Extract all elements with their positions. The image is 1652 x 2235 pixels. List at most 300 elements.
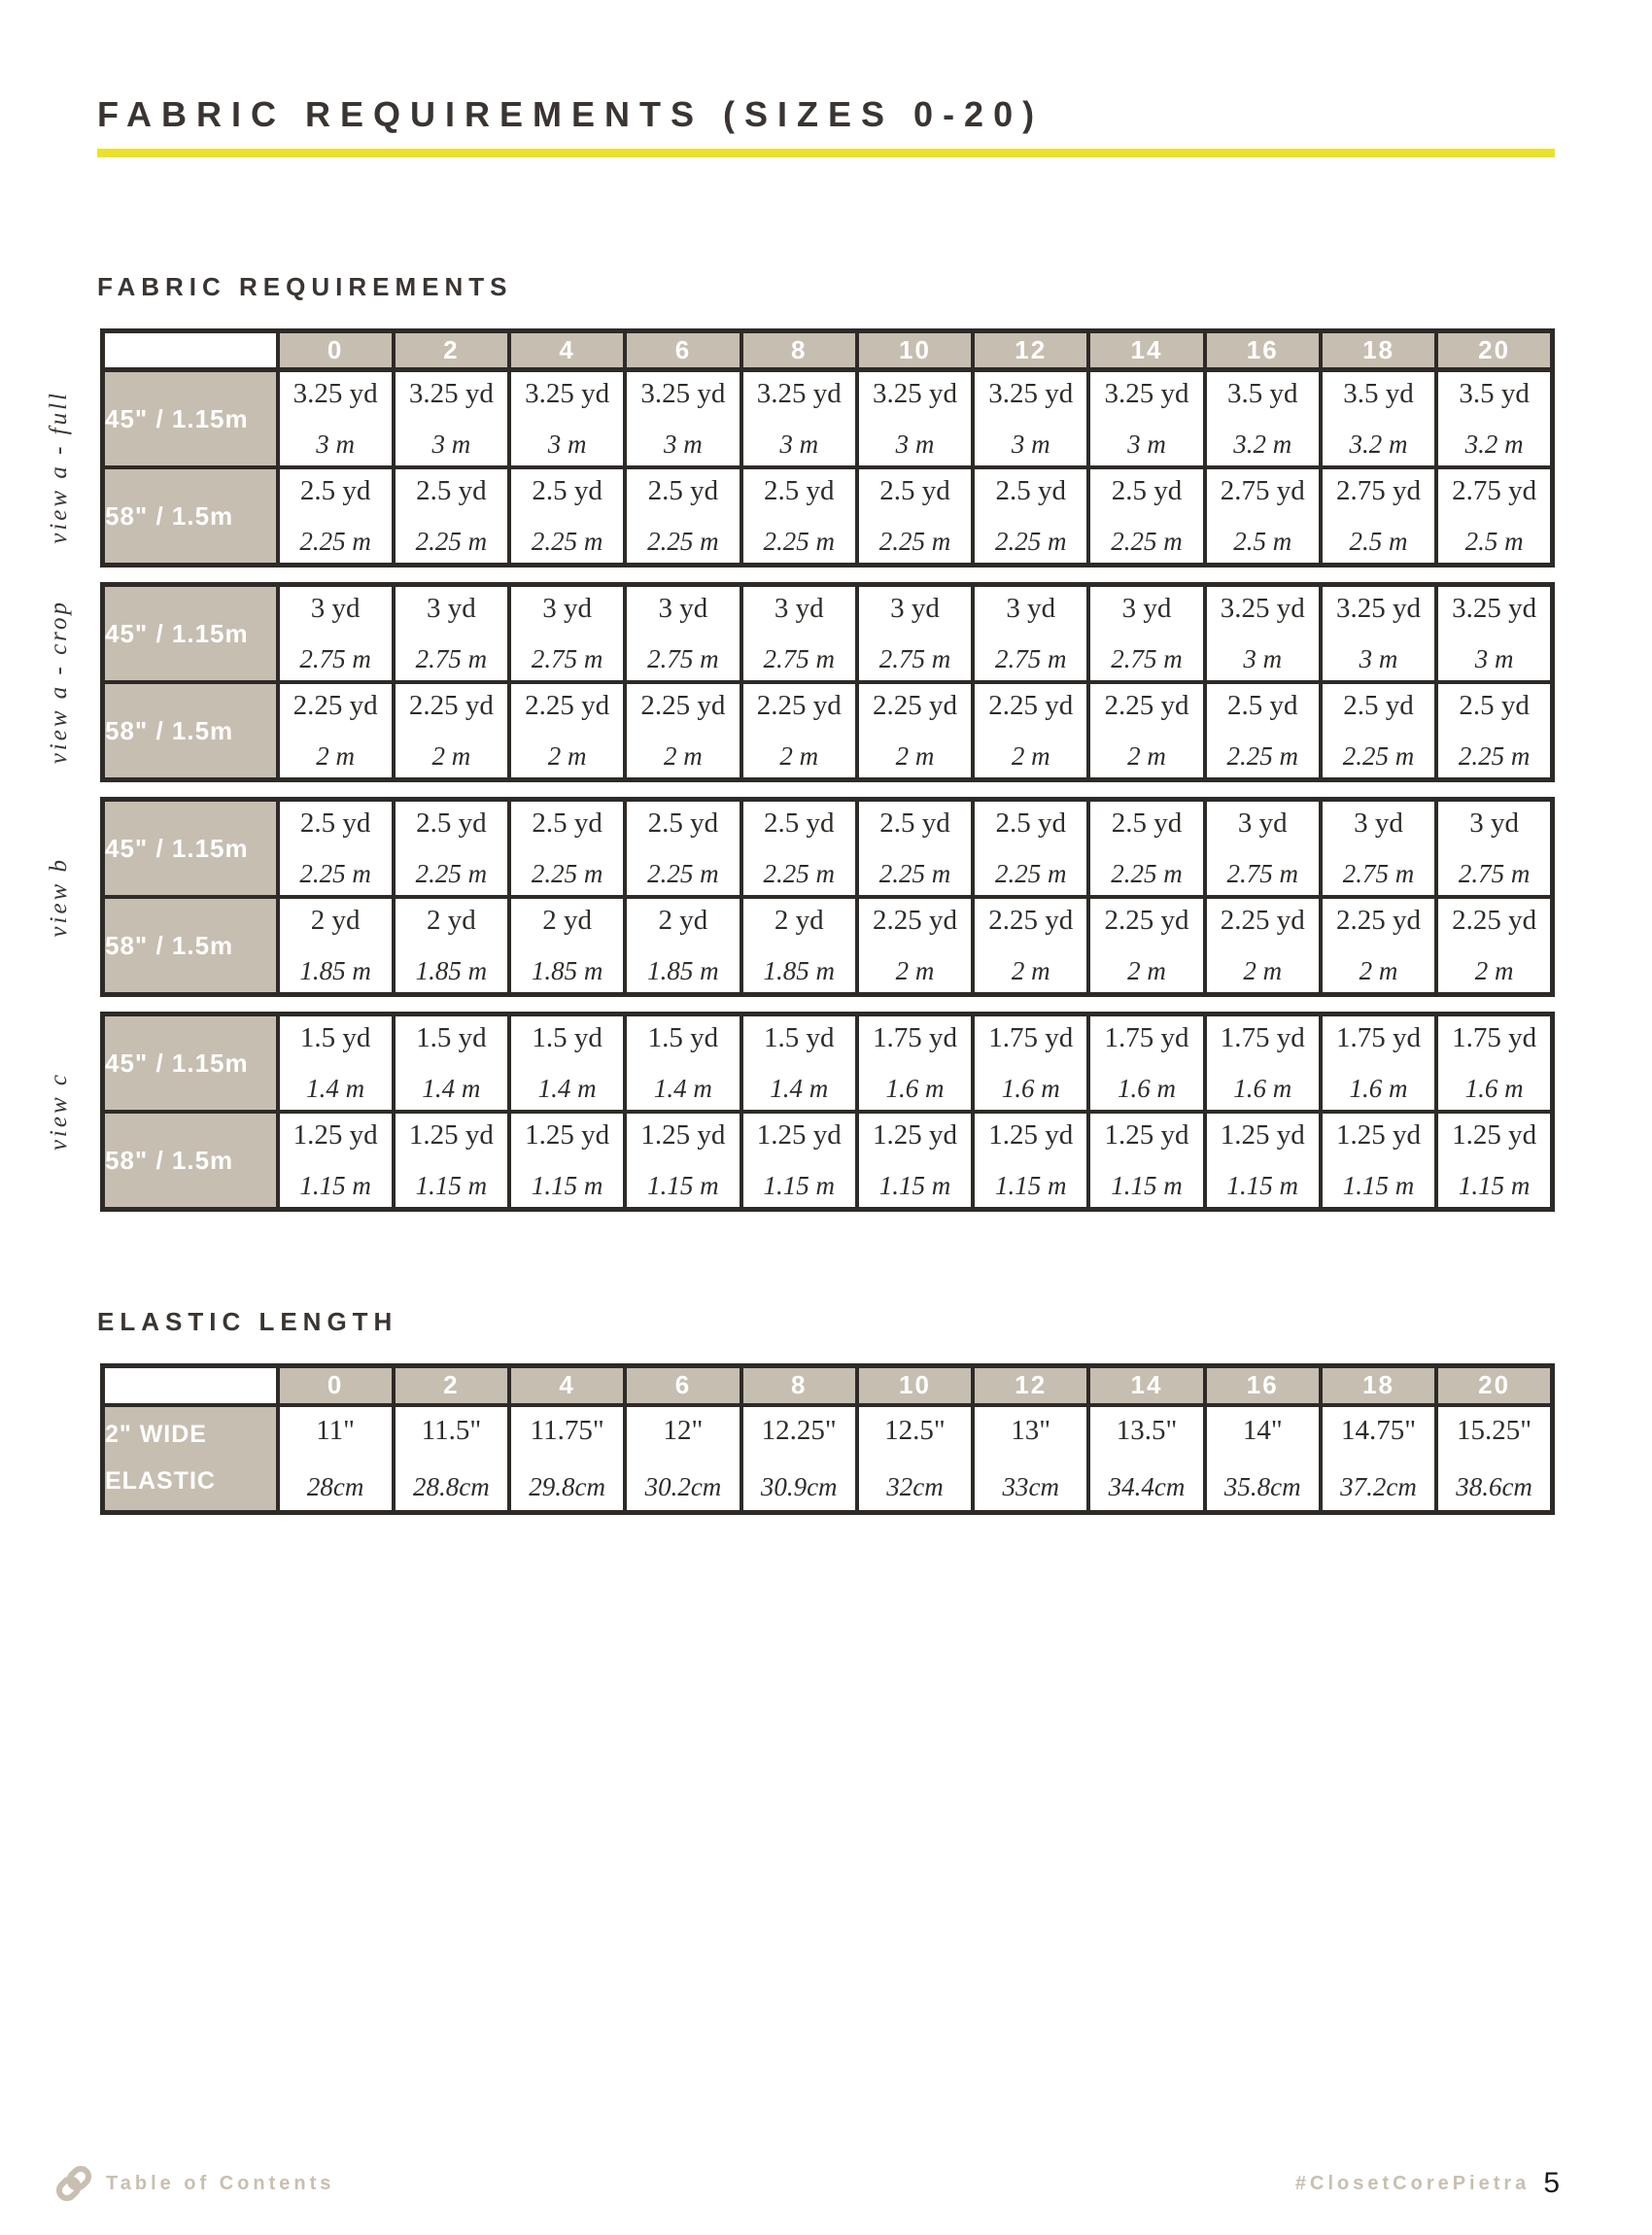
value-stack xyxy=(859,587,971,680)
fabric-section-label: view a - full xyxy=(46,391,72,544)
size-header-cell-8: 8 xyxy=(741,331,857,370)
imperial-value: 3.25 yd xyxy=(1336,593,1422,624)
metric-value: 1.85 m xyxy=(299,956,371,985)
value-stack xyxy=(1207,372,1319,465)
metric-value: 3.2 m xyxy=(1349,430,1408,459)
elastic-row-label xyxy=(103,1405,278,1513)
value-stack xyxy=(396,372,507,465)
metric-value: 2.75 m xyxy=(878,644,951,673)
value-stack xyxy=(1090,469,1202,563)
size-header-cell-6: 6 xyxy=(625,1366,740,1405)
imperial-value: 15.25" xyxy=(1457,1414,1532,1446)
value-stack xyxy=(1090,684,1202,777)
imperial-value: 3.5 yd xyxy=(1343,378,1414,409)
value-cell xyxy=(625,467,740,566)
imperial-value: 1.25 yd xyxy=(293,1119,378,1151)
imperial-value: 2.25 yd xyxy=(1104,905,1189,936)
imperial-value: 1.25 yd xyxy=(1220,1119,1305,1151)
value-cell xyxy=(1436,800,1552,898)
value-cell xyxy=(741,1112,857,1210)
fabric-sections xyxy=(46,367,1555,1212)
size-header-cell-6: 6 xyxy=(625,331,740,370)
value-stack xyxy=(1438,684,1550,777)
metric-value: 1.85 m xyxy=(531,956,603,985)
metric-value: 2 m xyxy=(1127,741,1166,771)
imperial-value: 1.5 yd xyxy=(532,1022,602,1053)
value-stack xyxy=(627,1407,739,1510)
toc-link[interactable] xyxy=(53,2163,334,2204)
value-cell xyxy=(509,1112,625,1210)
metric-value: 1.15 m xyxy=(1111,1171,1183,1200)
metric-value: 28cm xyxy=(306,1471,364,1501)
size-header-row xyxy=(103,1366,1553,1405)
metric-value: 3 m xyxy=(1243,644,1283,673)
metric-value: 2.25 m xyxy=(299,527,371,556)
value-cell xyxy=(1321,370,1436,468)
metric-value: 35.8cm xyxy=(1223,1471,1301,1501)
value-cell xyxy=(1436,682,1552,780)
fabric-section-label-wrap xyxy=(38,582,81,782)
imperial-value: 2.5 yd xyxy=(1343,690,1414,721)
value-cell xyxy=(278,800,394,898)
metric-value: 1.15 m xyxy=(1226,1171,1298,1200)
fabric-section-label: view b xyxy=(46,856,72,938)
value-stack xyxy=(1207,684,1319,777)
metric-value: 2.75 m xyxy=(1342,859,1415,888)
metric-value: 2.25 m xyxy=(647,527,719,556)
value-cell xyxy=(625,1014,740,1113)
size-header-cell-8: 8 xyxy=(741,1366,857,1405)
value-cell xyxy=(509,897,625,995)
value-cell xyxy=(741,682,857,780)
size-header-cell-12: 12 xyxy=(973,1366,1088,1405)
value-cell xyxy=(625,370,740,468)
metric-value: 2.25 m xyxy=(763,527,835,556)
imperial-value: 3.25 yd xyxy=(756,378,842,409)
imperial-value: 2.25 yd xyxy=(1104,690,1189,721)
fabric-section-label-wrap xyxy=(38,1012,81,1212)
imperial-value: 11" xyxy=(316,1414,356,1446)
table-corner-cell xyxy=(103,331,278,370)
value-cell xyxy=(509,1014,625,1113)
value-stack xyxy=(1438,469,1550,563)
imperial-value: 2.5 yd xyxy=(1111,475,1183,506)
value-stack xyxy=(1090,372,1202,465)
value-stack xyxy=(1323,802,1434,895)
fabric-section-table xyxy=(100,367,1555,567)
value-cell xyxy=(741,1014,857,1113)
imperial-value: 2.25 yd xyxy=(1452,905,1537,936)
value-cell xyxy=(1205,1405,1321,1513)
fabric-section-4 xyxy=(46,1012,1555,1212)
value-cell xyxy=(1088,800,1204,898)
imperial-value: 11.5" xyxy=(421,1414,482,1446)
elastic-length-table xyxy=(100,1363,1555,1515)
value-cell xyxy=(278,1014,394,1113)
value-cell xyxy=(1436,897,1552,995)
value-stack xyxy=(1090,1407,1202,1510)
metric-value: 2.25 m xyxy=(994,859,1067,888)
metric-value: 1.4 m xyxy=(422,1074,481,1103)
imperial-value: 2.5 yd xyxy=(763,475,835,506)
imperial-value: 2 yd xyxy=(774,905,824,936)
metric-value: 30.9cm xyxy=(760,1471,838,1501)
metric-value: 3 m xyxy=(1011,430,1050,459)
size-header-cell-14: 14 xyxy=(1088,331,1204,370)
size-header-cell-0: 0 xyxy=(278,331,394,370)
hashtag-label: #ClosetCorePietra xyxy=(1294,2172,1531,2194)
value-cell xyxy=(1321,1112,1436,1210)
elastic-row-label-line1: 2" WIDE xyxy=(105,1421,207,1448)
metric-value: 2 m xyxy=(1127,956,1166,985)
imperial-value: 2 yd xyxy=(658,905,708,936)
imperial-value: 2.25 yd xyxy=(525,690,610,721)
value-cell xyxy=(973,1014,1088,1113)
size-header-row xyxy=(103,331,1553,370)
value-stack xyxy=(396,684,507,777)
value-stack xyxy=(627,899,739,992)
metric-value: 1.4 m xyxy=(537,1074,597,1103)
imperial-value: 13" xyxy=(1011,1414,1051,1446)
imperial-value: 3 yd xyxy=(1006,593,1056,624)
value-stack xyxy=(975,802,1086,895)
value-cell xyxy=(625,897,740,995)
value-cell xyxy=(625,800,740,898)
metric-value: 2.25 m xyxy=(531,527,603,556)
metric-value: 2.5 m xyxy=(1349,527,1408,556)
fabric-row-label: 45" / 1.15m xyxy=(103,585,278,683)
size-header-cell-10: 10 xyxy=(857,1366,973,1405)
metric-value: 2 m xyxy=(1011,956,1050,985)
imperial-value: 2.5 yd xyxy=(879,808,950,839)
fabric-row xyxy=(103,370,1553,468)
imperial-value: 1.25 yd xyxy=(408,1119,494,1151)
imperial-value: 1.5 yd xyxy=(299,1022,371,1053)
metric-value: 1.6 m xyxy=(885,1074,945,1103)
imperial-value: 3.5 yd xyxy=(1227,378,1298,409)
imperial-value: 1.25 yd xyxy=(872,1119,957,1151)
value-stack xyxy=(743,802,855,895)
value-cell xyxy=(1205,467,1321,566)
value-cell xyxy=(857,1112,973,1210)
size-header-cell-2: 2 xyxy=(394,331,509,370)
imperial-value: 2 yd xyxy=(542,905,593,936)
value-cell xyxy=(625,1112,740,1210)
imperial-value: 2.75 yd xyxy=(1220,475,1305,506)
value-cell xyxy=(857,585,973,683)
value-stack xyxy=(280,587,392,680)
imperial-value: 3.25 yd xyxy=(640,378,726,409)
size-header-cell-20: 20 xyxy=(1436,331,1552,370)
page-title: FABRIC REQUIREMENTS (SIZES 0-20) xyxy=(97,94,1045,134)
imperial-value: 2.25 yd xyxy=(988,905,1074,936)
fabric-section-3 xyxy=(46,797,1555,997)
metric-value: 2 m xyxy=(664,741,703,771)
imperial-value: 3 yd xyxy=(427,593,476,624)
value-cell xyxy=(394,585,509,683)
metric-value: 1.85 m xyxy=(763,956,835,985)
metric-value: 37.2cm xyxy=(1340,1471,1417,1501)
value-cell xyxy=(1321,467,1436,566)
value-cell xyxy=(857,370,973,468)
imperial-value: 2.5 yd xyxy=(647,475,719,506)
metric-value: 2.75 m xyxy=(1226,859,1298,888)
imperial-value: 1.25 yd xyxy=(640,1119,726,1151)
value-cell xyxy=(509,585,625,683)
metric-value: 30.2cm xyxy=(644,1471,722,1501)
value-cell xyxy=(857,897,973,995)
imperial-value: 2.25 yd xyxy=(756,690,842,721)
size-header-cell-2: 2 xyxy=(394,1366,509,1405)
imperial-value: 2.25 yd xyxy=(293,690,378,721)
value-stack xyxy=(1438,587,1550,680)
value-cell xyxy=(625,1405,740,1513)
metric-value: 2.75 m xyxy=(415,644,488,673)
value-stack xyxy=(396,1407,507,1510)
value-cell xyxy=(278,1405,394,1513)
imperial-value: 2.25 yd xyxy=(1220,905,1305,936)
value-stack xyxy=(1207,587,1319,680)
metric-value: 1.15 m xyxy=(531,1171,603,1200)
size-header-cell-18: 18 xyxy=(1321,1366,1436,1405)
metric-value: 2.25 m xyxy=(994,527,1067,556)
value-cell xyxy=(973,1112,1088,1210)
value-cell xyxy=(278,467,394,566)
value-stack xyxy=(396,587,507,680)
metric-value: 2 m xyxy=(1474,956,1514,985)
size-header-cell-14: 14 xyxy=(1088,1366,1204,1405)
value-cell xyxy=(973,1405,1088,1513)
value-stack xyxy=(743,899,855,992)
fabric-size-header-table xyxy=(100,328,1555,372)
fabric-row-label: 58" / 1.5m xyxy=(103,467,278,566)
value-cell xyxy=(973,800,1088,898)
metric-value: 3 m xyxy=(895,430,935,459)
imperial-value: 12" xyxy=(663,1414,704,1446)
metric-value: 3 m xyxy=(664,430,703,459)
value-cell xyxy=(1205,897,1321,995)
value-stack xyxy=(1323,469,1434,563)
value-stack xyxy=(1323,372,1434,465)
metric-value: 1.6 m xyxy=(1001,1074,1060,1103)
metric-value: 2.75 m xyxy=(1111,644,1183,673)
imperial-value: 12.5" xyxy=(884,1414,946,1446)
imperial-value: 1.75 yd xyxy=(1104,1022,1189,1053)
value-cell xyxy=(1321,1405,1436,1513)
metric-value: 1.4 m xyxy=(770,1074,829,1103)
value-cell xyxy=(509,1405,625,1513)
value-stack xyxy=(859,802,971,895)
imperial-value: 2.5 yd xyxy=(763,808,835,839)
value-cell xyxy=(278,897,394,995)
value-stack xyxy=(280,372,392,465)
value-stack xyxy=(1438,899,1550,992)
value-stack xyxy=(1438,802,1550,895)
metric-value: 2.25 m xyxy=(647,859,719,888)
value-stack xyxy=(743,587,855,680)
value-cell xyxy=(857,467,973,566)
imperial-value: 2.75 yd xyxy=(1336,475,1422,506)
value-stack xyxy=(511,1016,623,1110)
imperial-value: 2.5 yd xyxy=(532,475,602,506)
value-stack xyxy=(396,469,507,563)
value-cell xyxy=(1321,800,1436,898)
value-stack xyxy=(1323,1114,1434,1207)
value-stack xyxy=(975,1016,1086,1110)
value-cell xyxy=(1321,585,1436,683)
value-cell xyxy=(509,682,625,780)
fabric-row-label: 58" / 1.5m xyxy=(103,1112,278,1210)
value-stack xyxy=(975,1114,1086,1207)
size-header-cell-0: 0 xyxy=(278,1366,394,1405)
imperial-value: 3 yd xyxy=(1237,808,1288,839)
metric-value: 2.75 m xyxy=(299,644,371,673)
fabric-row xyxy=(103,467,1553,566)
metric-value: 2.75 m xyxy=(994,644,1067,673)
value-cell xyxy=(857,800,973,898)
metric-value: 2 m xyxy=(316,741,355,771)
imperial-value: 13.5" xyxy=(1116,1414,1178,1446)
value-stack xyxy=(743,1114,855,1207)
metric-value: 2 m xyxy=(779,741,819,771)
fabric-row-label: 45" / 1.15m xyxy=(103,800,278,898)
value-stack xyxy=(627,1016,739,1110)
value-stack xyxy=(511,684,623,777)
value-stack xyxy=(975,1407,1086,1510)
value-cell xyxy=(1436,1112,1552,1210)
imperial-value: 2 yd xyxy=(310,905,361,936)
value-cell xyxy=(394,1014,509,1113)
metric-value: 1.6 m xyxy=(1117,1074,1176,1103)
imperial-value: 1.75 yd xyxy=(1452,1022,1537,1053)
value-cell xyxy=(1205,800,1321,898)
size-header-cell-10: 10 xyxy=(857,331,973,370)
metric-value: 2.75 m xyxy=(647,644,719,673)
value-stack xyxy=(1090,802,1202,895)
value-stack xyxy=(1323,1407,1434,1510)
metric-value: 29.8cm xyxy=(529,1471,606,1501)
fabric-row-label: 58" / 1.5m xyxy=(103,897,278,995)
fabric-row xyxy=(103,1112,1553,1210)
value-stack xyxy=(280,1407,392,1510)
value-cell xyxy=(973,585,1088,683)
value-cell xyxy=(1205,1112,1321,1210)
value-cell xyxy=(1205,370,1321,468)
metric-value: 1.15 m xyxy=(299,1171,371,1200)
imperial-value: 3.25 yd xyxy=(293,378,378,409)
metric-value: 3 m xyxy=(547,430,587,459)
metric-value: 3 m xyxy=(779,430,819,459)
imperial-value: 3.5 yd xyxy=(1459,378,1530,409)
imperial-value: 3.25 yd xyxy=(1104,378,1189,409)
value-cell xyxy=(1436,585,1552,683)
value-stack xyxy=(627,1114,739,1207)
metric-value: 3.2 m xyxy=(1233,430,1292,459)
imperial-value: 3.25 yd xyxy=(525,378,610,409)
value-stack xyxy=(280,1016,392,1110)
value-cell xyxy=(741,897,857,995)
metric-value: 2.25 m xyxy=(878,527,951,556)
fabric-row-label: 45" / 1.15m xyxy=(103,1014,278,1113)
fabric-section-label-wrap xyxy=(38,367,81,567)
value-cell xyxy=(394,897,509,995)
imperial-value: 1.75 yd xyxy=(1336,1022,1422,1053)
value-stack xyxy=(1090,899,1202,992)
value-cell xyxy=(1436,1405,1552,1513)
value-cell xyxy=(394,1405,509,1513)
fabric-row xyxy=(103,682,1553,780)
metric-value: 33cm xyxy=(1002,1471,1059,1501)
value-stack xyxy=(859,899,971,992)
value-stack xyxy=(975,899,1086,992)
metric-value: 2.25 m xyxy=(299,859,371,888)
value-cell xyxy=(1088,1014,1204,1113)
value-cell xyxy=(741,370,857,468)
fabric-requirements-heading: FABRIC REQUIREMENTS xyxy=(97,272,513,301)
fabric-section-table xyxy=(100,582,1555,782)
metric-value: 1.85 m xyxy=(415,956,488,985)
page-footer xyxy=(53,2163,1560,2204)
imperial-value: 2.5 yd xyxy=(416,808,487,839)
metric-value: 1.15 m xyxy=(994,1171,1067,1200)
value-stack xyxy=(1438,372,1550,465)
value-cell xyxy=(1321,682,1436,780)
fabric-section-label: view a - crop xyxy=(46,600,72,765)
footer-right xyxy=(1295,2167,1560,2200)
metric-value: 1.4 m xyxy=(306,1074,365,1103)
metric-value: 2 m xyxy=(1243,956,1283,985)
value-cell xyxy=(1436,370,1552,468)
value-cell xyxy=(509,800,625,898)
imperial-value: 2.25 yd xyxy=(872,690,957,721)
imperial-value: 3 yd xyxy=(774,593,824,624)
metric-value: 2.25 m xyxy=(1111,527,1183,556)
value-cell xyxy=(394,467,509,566)
value-stack xyxy=(1207,1016,1319,1110)
value-stack xyxy=(1323,684,1434,777)
size-header-cell-4: 4 xyxy=(509,331,625,370)
table-corner-cell xyxy=(103,1366,278,1405)
elastic-size-table xyxy=(100,1363,1555,1515)
value-stack xyxy=(511,469,623,563)
value-cell xyxy=(1088,1405,1204,1513)
metric-value: 2.25 m xyxy=(1342,741,1415,771)
metric-value: 3.2 m xyxy=(1464,430,1524,459)
value-stack xyxy=(743,469,855,563)
value-stack xyxy=(743,1016,855,1110)
metric-value: 3 m xyxy=(316,430,355,459)
imperial-value: 1.75 yd xyxy=(872,1022,957,1053)
value-stack xyxy=(743,372,855,465)
metric-value: 2 m xyxy=(895,741,935,771)
fabric-section-label-wrap xyxy=(38,797,81,997)
imperial-value: 3.25 yd xyxy=(408,378,494,409)
link-icon xyxy=(53,2163,94,2204)
imperial-value: 2.75 yd xyxy=(1452,475,1537,506)
value-cell xyxy=(625,585,740,683)
imperial-value: 3 yd xyxy=(658,593,708,624)
imperial-value: 2.5 yd xyxy=(299,475,371,506)
imperial-value: 14.75" xyxy=(1340,1414,1417,1446)
value-stack xyxy=(1207,1407,1319,1510)
imperial-value: 3 yd xyxy=(1354,808,1403,839)
metric-value: 2.25 m xyxy=(1111,859,1183,888)
size-header-cell-4: 4 xyxy=(509,1366,625,1405)
metric-value: 32cm xyxy=(886,1471,944,1501)
value-cell xyxy=(1205,1014,1321,1113)
metric-value: 2 m xyxy=(895,956,935,985)
toc-label: Table of Contents xyxy=(106,2172,335,2194)
